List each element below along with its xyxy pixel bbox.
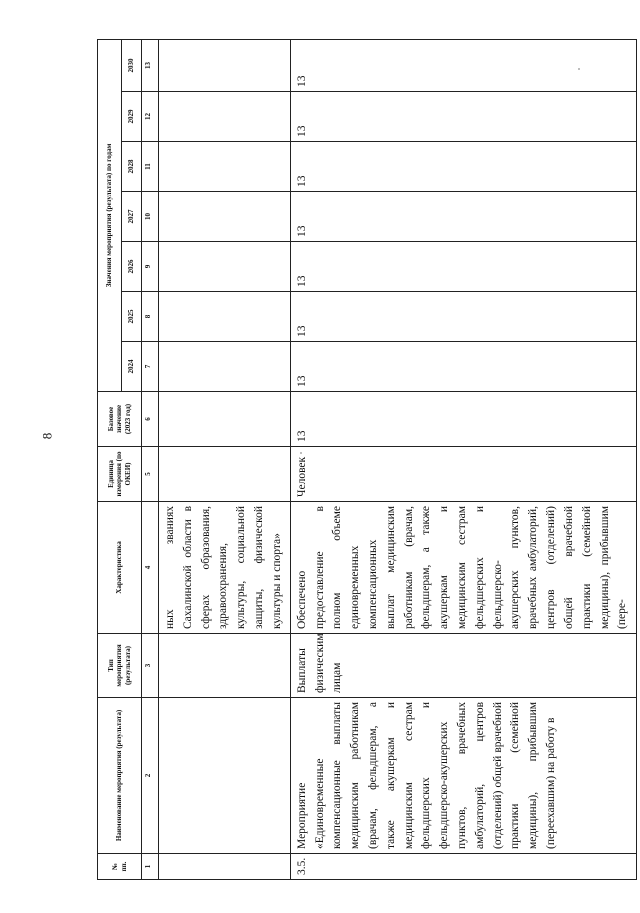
header-values-by-year: Значения мероприятия (результата) по годам xyxy=(98,39,122,391)
row-value-2027: 13 xyxy=(290,192,636,242)
header-characteristic: Характеристика xyxy=(98,502,142,634)
row-name: Мероприятие «Единовременные компенсационные выплаты медицинским работникам (врачам, фельдшерам, а также акушеркам и медицинским сестрам фельдшерских и фельдшерско-акушерских пунктов, врачебных амбулаторий, центров (отделений) общей врачебной практики (семейной медицины), прибывшим (переехавшим) на работу в xyxy=(290,698,636,854)
header-name: Наименование мероприятия (результата) xyxy=(98,698,142,854)
column-index-row xyxy=(142,39,159,879)
table-row xyxy=(290,39,636,879)
header-year-2027: 2027 xyxy=(122,192,142,242)
col-index: 2 xyxy=(142,698,159,854)
continuation-row xyxy=(159,39,291,879)
header-year-2024: 2024 xyxy=(122,342,142,392)
scan-speck xyxy=(300,452,302,454)
row-value-2028: 13 xyxy=(290,142,636,192)
page-number: 8 xyxy=(39,432,55,440)
rotated-table-container xyxy=(97,40,637,880)
col-index: 8 xyxy=(142,292,159,342)
continuation-characteristic: ных званиях Сахалинской области в сферах образования, здравоохранения, культуры, социальной защиты, физической культуры и спорта» xyxy=(159,502,291,634)
scan-speck xyxy=(578,68,580,70)
row-value-2025: 13 xyxy=(290,292,636,342)
row-value-2026: 13 xyxy=(290,242,636,292)
header-base-value: Базовое значение (2023 год) xyxy=(98,392,142,447)
header-year-2030: 2030 xyxy=(122,39,142,91)
row-base-value: 13 xyxy=(290,392,636,447)
col-index: 9 xyxy=(142,242,159,292)
col-index: 7 xyxy=(142,342,159,392)
col-index: 4 xyxy=(142,502,159,634)
header-unit: Единица измерения (по ОКЕИ) xyxy=(98,447,142,502)
col-index: 13 xyxy=(142,39,159,91)
header-year-2028: 2028 xyxy=(122,142,142,192)
row-characteristic: Обеспечено предоставление в полном объеме единовременных компенсационных выплат медицинским работникам (врачам, фельдшерам, а также акушеркам и медицинским сестрам фельдшерских и фельдшерско-акушерских пунктов, врачебных амбулаторий, центров (отделений) общей врачебной практики (семейной медицины), прибывшим (пере- xyxy=(290,502,636,634)
header-type: Тип мероприятия (результата) xyxy=(98,634,142,698)
col-index: 12 xyxy=(142,92,159,142)
col-index: 3 xyxy=(142,634,159,698)
row-value-2029: 13 xyxy=(290,92,636,142)
events-table xyxy=(97,39,637,880)
header-year-2026: 2026 xyxy=(122,242,142,292)
header-num: № пп. xyxy=(98,854,142,880)
col-index: 6 xyxy=(142,392,159,447)
header-year-2025: 2025 xyxy=(122,292,142,342)
row-num: 3.5. xyxy=(290,854,636,880)
col-index: 10 xyxy=(142,192,159,242)
col-index: 1 xyxy=(142,854,159,880)
row-unit: Человек xyxy=(290,447,636,502)
row-type: Выплаты физическим лицам xyxy=(290,634,636,698)
row-value-2024: 13 xyxy=(290,342,636,392)
col-index: 11 xyxy=(142,142,159,192)
header-year-2029: 2029 xyxy=(122,92,142,142)
row-value-2030: 13 xyxy=(290,39,636,91)
col-index: 5 xyxy=(142,447,159,502)
